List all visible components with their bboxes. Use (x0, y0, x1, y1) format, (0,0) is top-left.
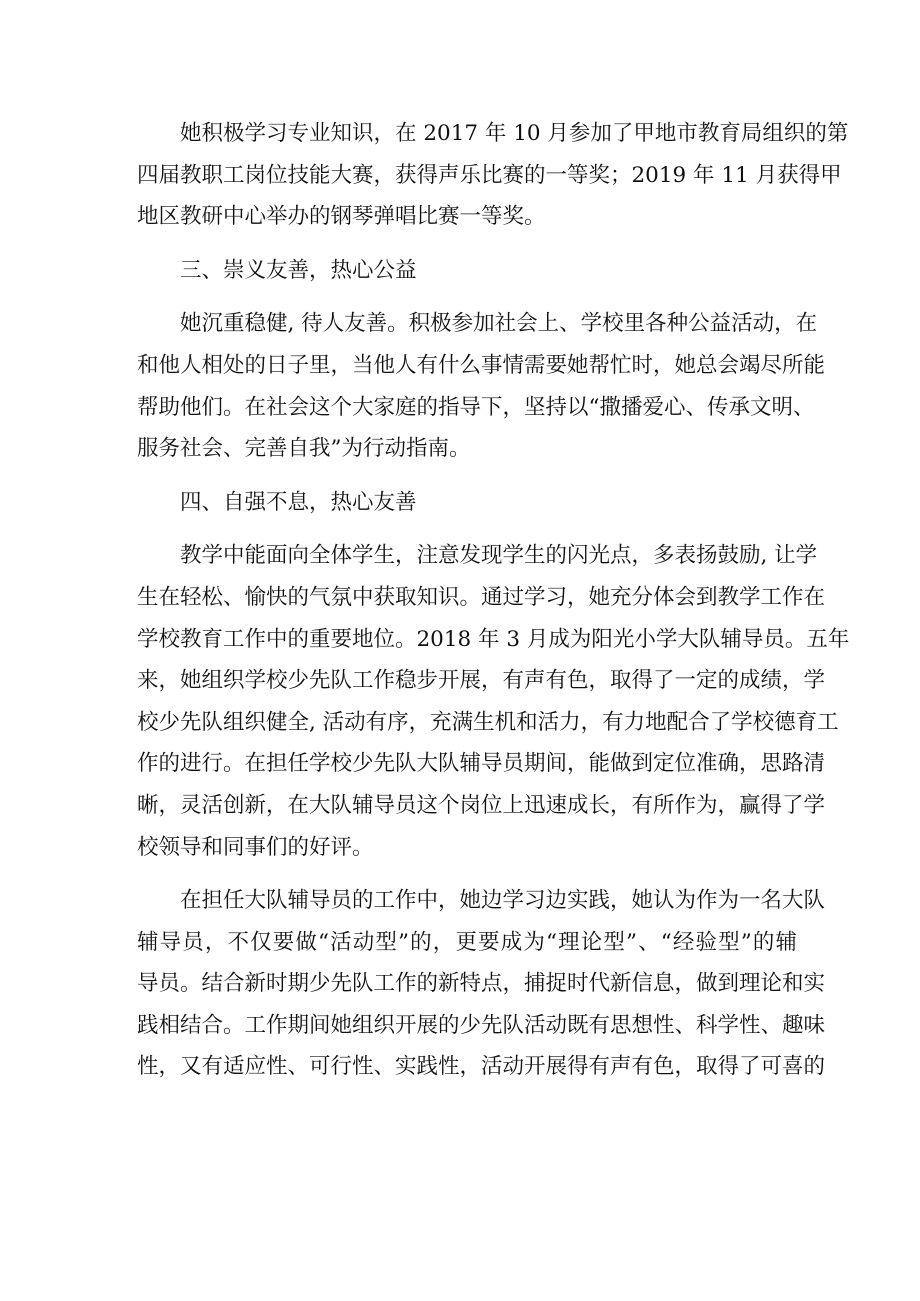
section-heading-3 (137, 250, 797, 292)
text-line: 生在轻松、愉快的气氛中获取知识。通过学习，她充分体会到教学工作在 (137, 584, 826, 610)
text-line: 教学中能面向全体学生，注意发现学生的闪光点，多表扬鼓励, 让学 (180, 543, 818, 569)
paragraph-counselor (137, 880, 826, 1088)
heading-line: 三、崇义友善，热心公益 (180, 257, 417, 283)
text-line: 地区教研中心举办的钢琴弹唱比赛一等奖。 (137, 204, 546, 230)
paragraph-achievements (137, 113, 849, 238)
text-line: 服务社会、完善自我”为行动指南。 (137, 436, 471, 462)
text-line: 和他人相处的日子里，当他人有什么事情需要她帮忙时，她总会竭尽所能 (137, 352, 826, 378)
heading-line: 四、自强不息，热心友善 (180, 489, 417, 515)
text-line: 四届教职工岗位技能大赛，获得声乐比赛的一等奖；2019 年 11 月获得甲 (137, 162, 842, 188)
text-line: 晰，灵活创新，在大队辅导员这个岗位上迅速成长，有所作为，赢得了学 (137, 792, 826, 818)
text-line: 校领导和同事们的好评。 (137, 834, 374, 860)
text-line: 她积极学习专业知识，在 2017 年 10 月参加了甲地市教育局组织的第 (180, 121, 849, 146)
text-line: 来，她组织学校少先队工作稳步开展，有声有色，取得了一定的成绩，学 (137, 668, 826, 694)
paragraph-teaching (137, 535, 850, 868)
paragraph-kindness (137, 303, 826, 469)
text-line: 践相结合。工作期间她组织开展的少先队活动既有思想性、科学性、趣味 (137, 1012, 826, 1038)
text-line: 帮助他们。在社会这个大家庭的指导下，坚持以“撒播爱心、传承文明、 (137, 394, 815, 420)
text-line: 在担任大队辅导员的工作中，她边学习边实践，她认为作为一名大队 (180, 888, 826, 914)
section-heading-4 (137, 482, 797, 524)
text-line: 导员。结合新时期少先队工作的新特点，捕捉时代新信息，做到理论和实 (137, 971, 826, 997)
text-line: 辅导员，不仅要做“活动型”的，更要成为“理论型”、“经验型”的辅 (137, 929, 797, 955)
document-body (137, 113, 850, 1088)
text-line: 性，又有适应性、可行性、实践性，活动开展得有声有色，取得了可喜的 (137, 1054, 826, 1080)
text-line: 校少先队组织健全, 活动有序，充满生机和活力，有力地配合了学校德育工 (137, 709, 839, 735)
text-line: 作的进行。在担任学校少先队大队辅导员期间，能做到定位准确，思路清 (137, 751, 826, 777)
text-line: 学校教育工作中的重要地位。2018 年 3 月成为阳光小学大队辅导员。五年 (137, 626, 850, 652)
text-line: 她沉重稳健, 待人友善。积极参加社会上、学校里各种公益活动，在 (180, 311, 818, 337)
